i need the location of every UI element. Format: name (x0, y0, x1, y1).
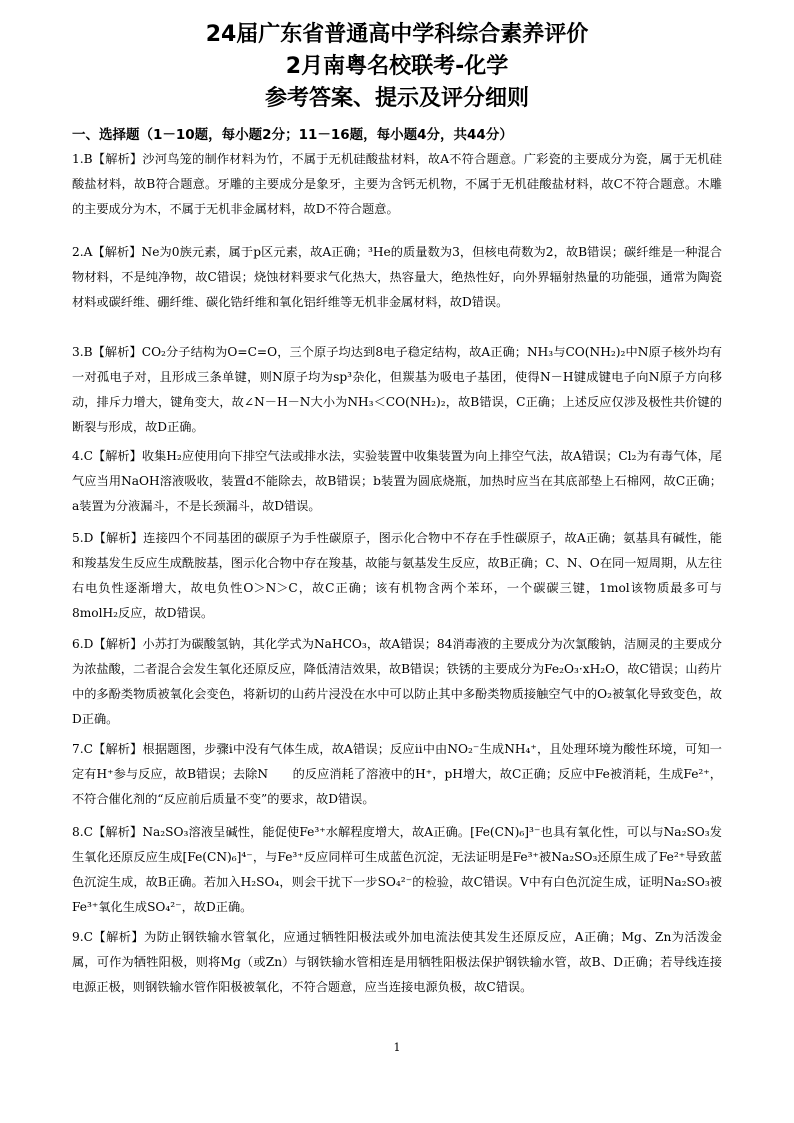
answer-item-5: 5.D【解析】连接四个不同基团的碳原子为手性碳原子，图示化合物中不存在手性碳原子，故A正确；氨基具有碱性，能和羧基发生反应生成酰胺基，图示化合物中存在羧基，故能与氨基发生反应，故B正确；C、N、O在同一短周期，从左往右电负性逐渐增大，故电负性O＞N＞C，故C正确；该有机物含两个苯环，一个碳碳三键，1mol该物质最多可与8molH₂反应，故D错误。 (72, 531, 722, 620)
answer-item-2: 2.A【解析】Ne为0族元素，属于p区元素，故A正确；³He的质量数为3，但核电荷数为2，故B错误；碳纤维是一种混合物材料，不是纯净物，故C错误；烧蚀材料要求气化热大，热容量大，绝热性好，向外界辐射热量的功能强，通常为陶瓷材料或碳纤维、硼纤维、碳化锆纤维和氧化铝纤维等无机非金属材料，故D错误。 (72, 245, 722, 309)
document-title-line-2: 2月南粤名校联考-化学 (285, 54, 509, 79)
document-title-line-3: 参考答案、提示及评分细则 (264, 86, 529, 111)
answer-item-6: 6.D【解析】小苏打为碳酸氢钠，其化学式为NaHCO₃，故A错误；84消毒液的主要成分为次氯酸钠，洁厕灵的主要成分为浓盐酸，二者混合会发生氧化还原反应，降低清洁效果，故B错误；铁锈的主要成分为Fe₂O₃·xH₂O，故C错误；山药片中的多酚类物质被氧化会变色，将新切的山药片浸没在水中可以防止其中多酚类物质接触空气中的O₂被氧化导致变色，故D正确。 (72, 637, 722, 726)
answer-item-9: 9.C【解析】为防止钢铁输水管氧化，应通过牺牲阳极法或外加电流法使其发生还原反应，A正确；Mg、Zn为活泼金属，可作为牺牲阳极，则将Mg（或Zn）与钢铁输水管相连是用牺牲阳极法保护钢铁输水管，故B、D正确；若导线连接电源正极，则钢铁输水管作阳极被氧化，不符合题意，应当连接电源负极，故C错误。 (72, 930, 722, 994)
answer-item-4: 4.C【解析】收集H₂应使用向下排空气法或排水法，实验装置中收集装置为向上排空气法，故A错误；Cl₂为有毒气体，尾气应当用NaOH溶液吸收，装置d不能除去，故B错误；b装置为圆底烧瓶，加热时应当在其底部垫上石棉网，故C正确；a装置为分液漏斗，不是长颈漏斗，故D错误。 (72, 449, 722, 513)
section-heading: 一、选择题（1－10题，每小题2分；11－16题，每小题4分，共44分） (72, 127, 513, 143)
answer-item-8: 8.C【解析】Na₂SO₃溶液呈碱性，能促使Fe³⁺水解程度增大，故A正确。[Fe(CN)₆]³⁻也具有氧化性，可以与Na₂SO₃发生氧化还原反应生成[Fe(CN)₆]⁴⁻，与Fe³⁺反应同样可生成蓝色沉淀，无法证明是Fe³⁺被Na₂SO₃还原生成了Fe²⁺导致蓝色沉淀生成，故B正确。若加入H₂SO₄，则会干扰下一步SO₄²⁻的检验，故C错误。V中有白色沉淀生成，证明Na₂SO₃被Fe³⁺氧化生成SO₄²⁻，故D正确。 (72, 825, 722, 914)
answer-item-3: 3.B【解析】CO₂分子结构为O=C=O，三个原子均达到8电子稳定结构，故A正确；NH₃与CO(NH₂)₂中N原子核外均有一对孤电子对，且形成三条单键，则N原子均为sp³杂化，但羰基为吸电子基团，使得N－H键成键电子向N原子方向移动，排斥力增大，键角变大，故∠N－H－N大小为NH₃＜CO(NH₂)₂，故B错误，C正确；上述反应仅涉及极性共价键的断裂与形成，故D正确。 (72, 345, 722, 434)
document-title-line-1: 24届广东省普通高中学科综合素养评价 (205, 22, 589, 47)
answer-item-1: 1.B【解析】沙河鸟笼的制作材料为竹，不属于无机硅酸盐材料，故A不符合题意。广彩瓷的主要成分为瓷，属于无机硅酸盐材料，故B符合题意。牙雕的主要成分是象牙，主要为含钙无机物，不属于无机硅酸盐材料，故C不符合题意。木雕的主要成分为木，不属于无机非金属材料，故D不符合题意。 (72, 152, 722, 216)
answer-item-7: 7.C【解析】根据题图，步骤i中没有气体生成，故A错误；反应ii中由NO₂⁻生成NH₄⁺，且处理环境为酸性环境，可知一定有H⁺参与反应，故B错误；去除N 的反应消耗了溶液中的H⁺，pH增大，故C正确；反应中Fe被消耗，生成Fe²⁺，不符合催化剂的“反应前后质量不变”的要求，故D错误。 (72, 742, 722, 806)
page-number: 1 (393, 1041, 401, 1054)
